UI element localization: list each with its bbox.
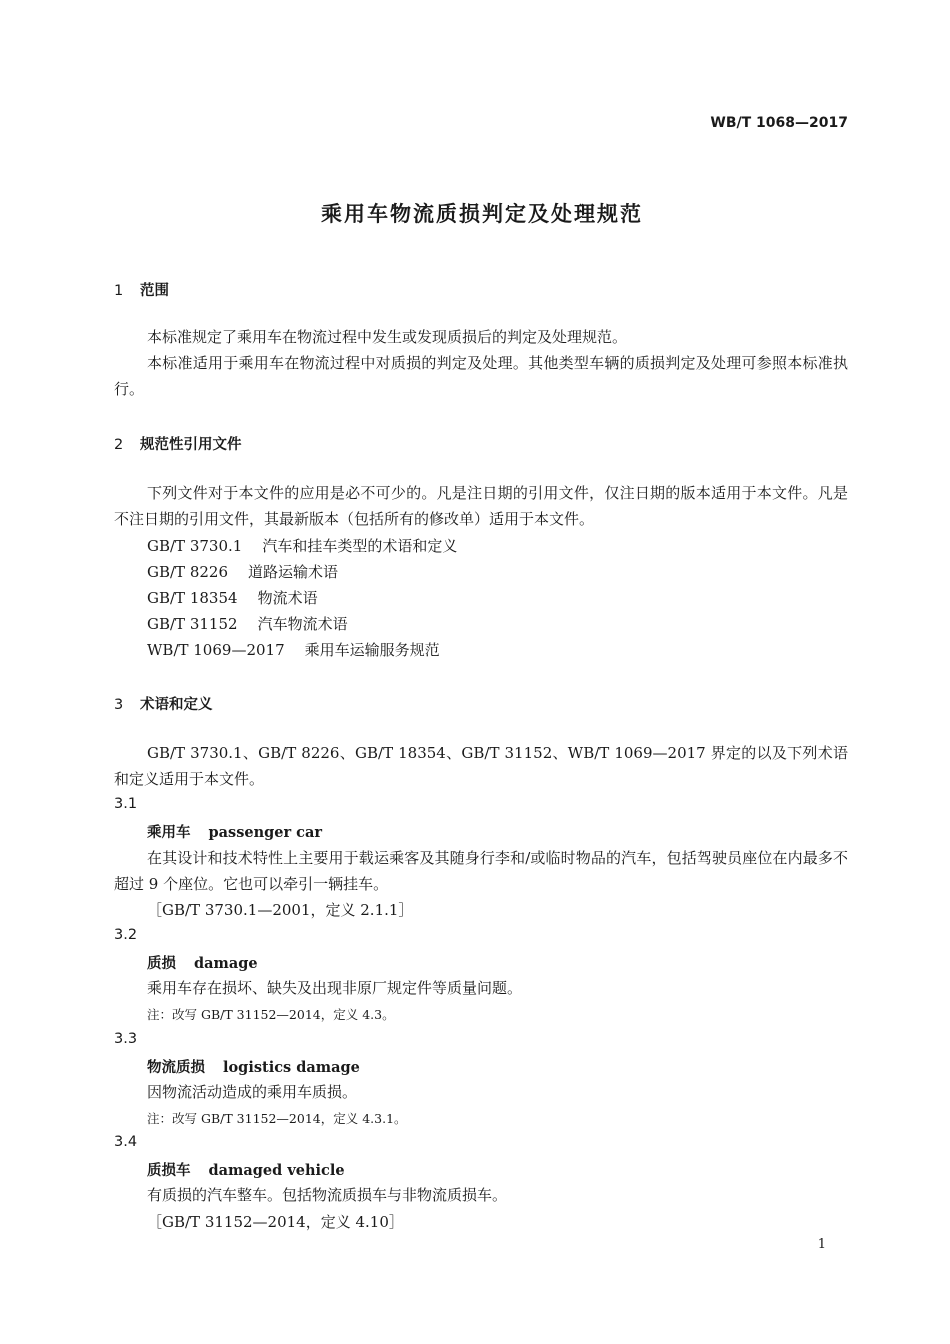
reference-item <box>147 587 318 608</box>
reference-code: WB/T 1069—2017 <box>147 641 285 659</box>
reference-item <box>147 639 440 660</box>
section-heading-scope <box>114 279 169 300</box>
term-heading <box>147 952 258 973</box>
term-definition: 有质损的汽车整车。包括物流质损车与非物流质损车。 <box>147 1186 508 1204</box>
section-number: 1 <box>114 283 124 299</box>
term-heading <box>147 821 322 842</box>
reference-name: 道路运输术语 <box>248 563 339 581</box>
section-heading-normative <box>114 433 242 454</box>
term-source: ［GB/T 31152—2014，定义 4.10］ <box>147 1213 404 1231</box>
reference-item <box>147 613 348 634</box>
reference-item <box>147 561 338 582</box>
reference-code: GB/T 8226 <box>147 563 229 581</box>
reference-name: 汽车和挂车类型的术语和定义 <box>262 537 458 555</box>
section-title: 范围 <box>140 283 169 299</box>
clause-number: 3.2 <box>114 927 138 943</box>
reference-item <box>147 535 457 556</box>
clause-number: 3.1 <box>114 796 138 812</box>
scope-paragraph-2: 本标准适用于乘用车在物流过程中对质损的判定及处理。其他类型车辆的质损判定及处理可参照本标准执行。 <box>114 354 848 398</box>
section-number: 3 <box>114 697 124 713</box>
section-number: 2 <box>114 437 124 453</box>
reference-code: GB/T 18354 <box>147 589 238 607</box>
reference-name: 乘用车运输服务规范 <box>304 641 440 659</box>
term-note: 注：改写 GB/T 31152—2014，定义 4.3.1。 <box>147 1111 407 1126</box>
term-zh: 质损车 <box>147 1162 191 1179</box>
clause-number: 3.4 <box>114 1134 138 1150</box>
reference-code: GB/T 31152 <box>147 615 238 633</box>
section-title: 规范性引用文件 <box>140 437 242 453</box>
term-heading <box>147 1159 345 1180</box>
term-zh: 质损 <box>147 955 176 972</box>
term-zh: 乘用车 <box>147 824 191 841</box>
term-definition: 因物流活动造成的乘用车质损。 <box>147 1083 358 1101</box>
terms-intro: GB/T 3730.1、GB/T 8226、GB/T 18354、GB/T 31152、WB/T 1069—2017 界定的以及下列术语和定义适用于本文件。 <box>114 744 848 788</box>
term-source: ［GB/T 3730.1—2001，定义 2.1.1］ <box>147 901 414 919</box>
clause-number: 3.3 <box>114 1031 138 1047</box>
term-en: damaged vehicle <box>208 1162 345 1179</box>
section-title: 术语和定义 <box>140 697 213 713</box>
term-zh: 物流质损 <box>147 1059 205 1076</box>
reference-name: 物流术语 <box>257 589 318 607</box>
term-note: 注：改写 GB/T 31152—2014，定义 4.3。 <box>147 1007 395 1022</box>
section-heading-terms <box>114 693 213 714</box>
document-number: WB/T 1068—2017 <box>710 115 848 131</box>
reference-code: GB/T 3730.1 <box>147 537 243 555</box>
term-heading <box>147 1056 360 1077</box>
normative-intro: 下列文件对于本文件的应用是必不可少的。凡是注日期的引用文件，仅注日期的版本适用于本文件。凡是不注日期的引用文件，其最新版本（包括所有的修改单）适用于本文件。 <box>114 484 848 528</box>
scope-paragraph-1: 本标准规定了乘用车在物流过程中发生或发现质损后的判定及处理规范。 <box>147 328 628 346</box>
page-title: 乘用车物流质损判定及处理规范 <box>321 202 643 226</box>
term-definition: 在其设计和技术特性上主要用于载运乘客及其随身行李和/或临时物品的汽车，包括驾驶员座位在内最多不超过 9 个座位。它也可以牵引一辆挂车。 <box>114 849 848 893</box>
reference-name: 汽车物流术语 <box>257 615 348 633</box>
term-definition: 乘用车存在损坏、缺失及出现非原厂规定件等质量问题。 <box>147 979 523 997</box>
term-en: passenger car <box>208 824 323 841</box>
term-en: logistics damage <box>223 1059 360 1076</box>
term-en: damage <box>194 955 258 972</box>
page-number: 1 <box>817 1237 826 1252</box>
